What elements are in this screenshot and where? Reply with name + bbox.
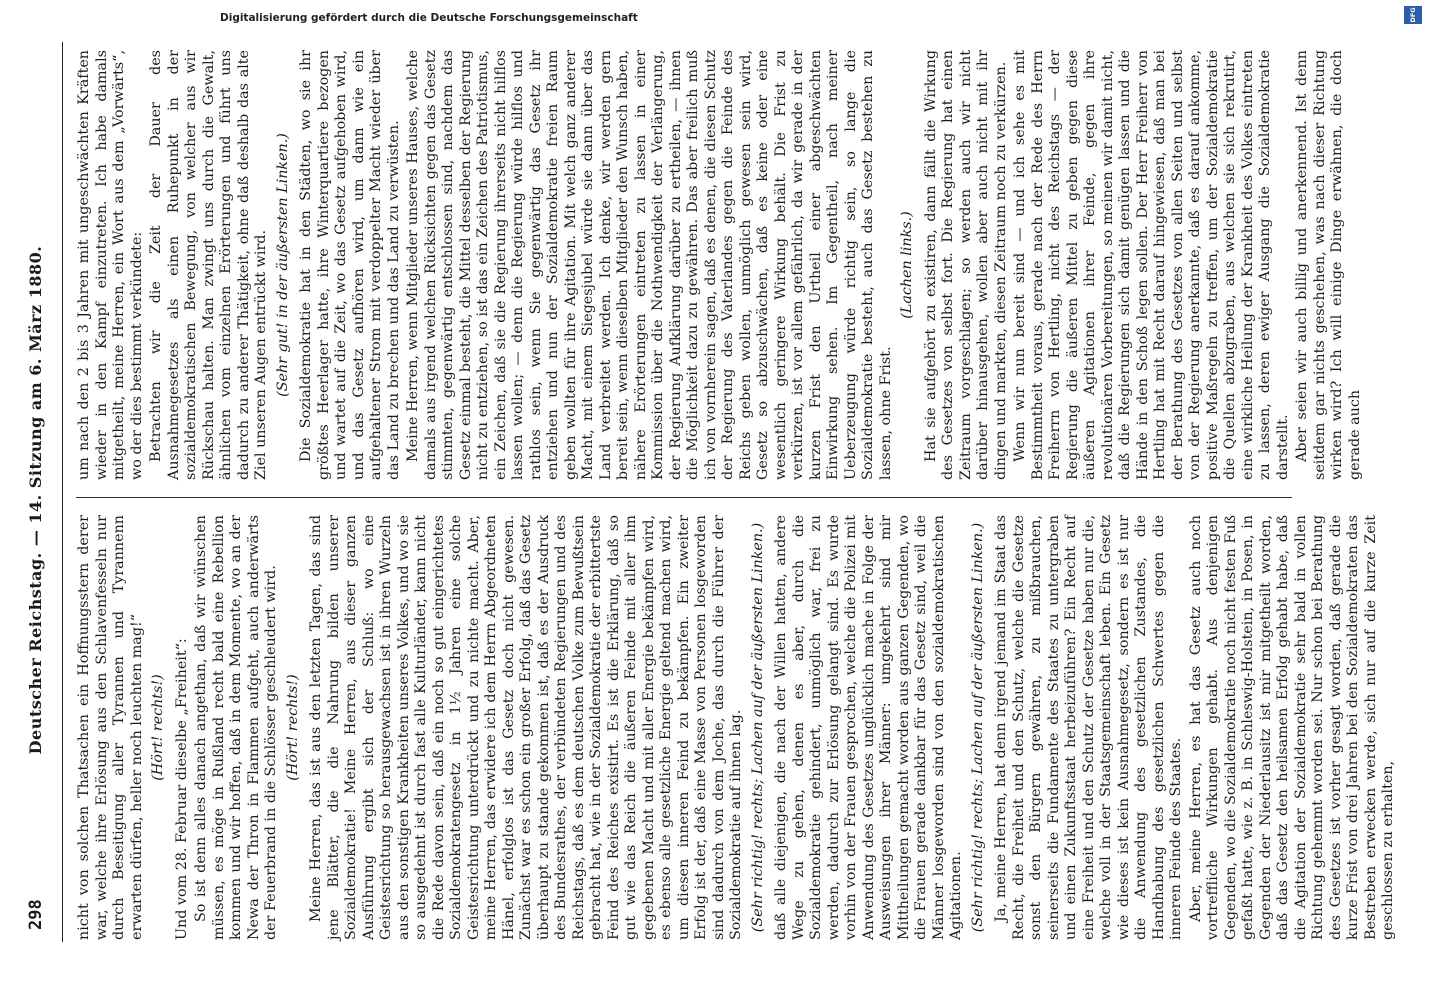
column-divider — [76, 497, 1292, 498]
speech-remark: (Hört! rechts!) — [150, 674, 166, 781]
text-column-right — [76, 50, 1363, 480]
speech-paragraph: daß alle diejenigen, die nach der Willen hatten, andere Wege zu gehen, denen es aber, durch die Sozialdemokratie gehindert, unmöglich war, frei zu werden, dadurch zur Erlösung gelangt sind. Es wurde vorhin von der Frauen gesprochen, welche die Polizei mit Anwendung des Gesetzes unglücklich mache in Folge der Ausweisungen ihrer Männer: umgekehrt sind mir Mittheilungen gemacht worden aus ganzen Gegenden, wo die Frauen gerade dankbar für das Gesetz sind, weil die Männer losgeworden sind von den sozialdemokratischen Agitationen. — [773, 515, 964, 940]
speech-remark: (Sehr richtig! rechts; Lachen auf der äußersten Linken.) — [749, 522, 766, 933]
speech-remark: (Lachen links.) — [899, 211, 915, 319]
speech-paragraph: Betrachten wir die Zeit der Dauer des Ausnahmegesetzes als einen Ruhepunkt in der sozialdemokratischen Bewegung, von welcher aus wir Rückschau halten. Man zwingt uns durch die Gewalt, ähnlichen vom einzelnen Erörterungen und führt uns dadurch zu anderer Thätigkeit, ohne daß deshalb das alte Ziel unseren Augen entrückt wird. — [148, 50, 269, 480]
speech-paragraph: Hat sie aufgehört zu existiren, dann fällt die Wirkung des Gesetzes von selbst fort. Die Regierung hat einen Zeitraum vorgeschlagen; so werden auch wir nicht darüber hinausgehen, wollen aber auch nicht mit ihr dingen und markten, diesen Zeitraum noch zu verkürzen. — [922, 50, 1009, 480]
digitization-credit: Digitalisierung gefördert durch die Deutsche Forschungsgemeinschaft — [220, 12, 638, 24]
speech-paragraph: Meine Herren, wenn Mitglieder unseres Hauses, welche damals aus irgend welchen Rücksichten gegen das Gesetz stimmten, gegenwärtig entschlossen sind, nachdem das Gesetz einmal besteht, die Mittel desselben der Regierung nicht zu entziehen, so ist das ein Zeichen des Patriotismus, ein Zeichen, daß sie die Regierung ihrerseits nicht hilflos lassen wollen; — denn die Regierung würde hilflos und rathlos sein, wenn Sie gegenwärtig das Gesetz ihr entziehen und nun der Sozialdemokratie freien Raum geben wollten für ihre Agitation. Mit welch ganz anderer Macht, mit einem Siegesjubel würde sie dann über das Land verbreitet werden. Ich denke, wir werden gern bereit sein, wenn dieselben Mitglieder den Wunsch haben, nähere Erörterungen eintreten zu lassen in einer Kommission über die Nothwendigkeit der Verlängerung, der Regierung Aufklärung darüber zu ertheilen, — ihnen die Möglichkeit dazu zu gewähren. Das aber freilich muß ich von vornherein sagen, daß es denen, die diesen Schutz der Regierung des Vaterlandes gegen die Feinde des Reichs geben wollen, unmöglich gewesen sein wird, Gesetz so abzuschwächen, daß es keine oder eine wesentlich geringere Wirkung behält. Die Frist zu verkürzen, ist vor allem gefährlich, da wir gerade in der kurzen Frist den Urtheil einer abgeschwächten Einwirkung sehen. Im Gegentheil, nach meiner Ueberzeugung würde richtig sein, so lange die Sozialdemokratie besteht, auch das Gesetz bestehen zu lassen, ohne Frist. — [405, 50, 894, 480]
speech-paragraph: Die Sozialdemokratie hat in den Städten, wo sie ihr größtes Heerlager hatte, ihre Winterquartiere bezogen und wartet auf die Zeit, wo das Gesetz aufgehoben wird, und das Gesetz aufhören wird, um dann wie ein aufgehaltener Strom mit verdoppelter Macht wieder über das Land zu brechen und das Land zu verwüsten. — [298, 50, 402, 480]
page-header — [0, 0, 84, 1000]
speech-paragraph: um nach den 2 bis 3 Jahren mit ungeschwächten Kräften wieder in den Kampf einzutreten. Ich habe damals mitgetheilt, meine Herren, ein Wort aus dem „Vorwärts“, wo der dies bestimmt verkündete: — [76, 50, 145, 480]
page-number: 298 — [26, 899, 46, 930]
speech-paragraph: So ist denn alles danach angethan, daß wir wünschen müssen, es möge in Rußland recht bald eine Rebellion kommen und wir hoffen, daß in dem Momente, wo an der Newa der Thron in Flammen aufgeht, auch anderwärts der Feuerbrand in die Schlösser geschleudert wird. — [193, 515, 279, 940]
speech-remark: (Hört! rechts!) — [284, 674, 301, 781]
digitization-notice — [220, 8, 1420, 24]
speech-remark: (Sehr richtig! rechts; Lachen auf der äußersten Linken.) — [969, 522, 986, 933]
speech-paragraph: Aber seien wir auch billig und anerkennend. Ist denn seitdem gar nichts geschehen, was nach dieser Richtung wirken wird? Ich will einige Dinge erwähnen, die doch gerade auch — [1294, 50, 1363, 480]
speech-paragraph: Aber, meine Herren, es hat das Gesetz auch noch vortreffliche Wirkungen gehabt. Aus denjenigen Gegenden, wo die Sozialdemokratie noch nicht festen Fuß gefaßt hatte, wie z. B. in Schleswig-Holstein, in Posen, in Gegenden der Niederlausitz ist mir mitgetheilt worden, daß das Gesetz den heilsamen Erfolg gehabt habe, daß die Agitation der Sozialdemokratie sehr bald in vollen Richtung gehemmt worden sei. Nur schon bei Berathung des Gesetzes ist vorher gesagt worden, daß gerade die kurze Frist von drei Jahren bei den Sozialdemokraten das Bestreben erwecken werde, sich nur auf die kurze Zeit geschlossen zu erhalten, — [1187, 515, 1396, 940]
dfg-logo: DFG — [1404, 6, 1422, 24]
running-head: Deutscher Reichstag. — 14. Sitzung am 6. März 1880. — [26, 245, 45, 755]
speech-remark: (Sehr gut! in der äußersten Linken.) — [274, 133, 291, 397]
text-column-left — [76, 515, 1396, 940]
speech-paragraph: nicht von solchen Thatsachen ein Hoffnungsstern derer war, welche ihre Erlösung aus den Schlavenfesseln nur durch Beseitigung aller Tyrannen und Tyrannenn erwarten dürfen, heller noch leuchten mag!“ — [76, 515, 145, 940]
speech-paragraph: Ja, meine Herren, hat denn irgend jemand im Staat das Recht, die Freiheit und den Schutz, welche die Gesetze sonst den Bürgern gewähren, zu mißbrauchen, seinerseits die Fundamente des Staates zu untergraben und einen Zukunftsstaat herbeizuführen? Ein Recht auf eine Freiheit und den Schutz der Gesetze haben nur die, welche voll in der Staatsgemeinschaft leben. Ein Gesetz wie dieses ist kein Ausnahmegesetz, sondern es ist nur die Anwendung des gesetzlichen Zustandes, die Handhabung des gesetzlichen Schwertes gegen die inneren Feinde des Staates. — [993, 515, 1184, 940]
speech-paragraph: Wenn wir nun bereit sind — und ich sehe es mit Bestimmtheit voraus, gerade nach der Rede des Herrn Freiherrn von Hertling, nicht des Reichstags — der Regierung die äußeren Mittel zu geben gegen diese äußeren Agitationen ihrer Feinde, gegen ihre revolutionären Vorbereitungen, so meinen wir damit nicht, daß die Regierungen sich damit genügen lassen und die Hände in den Schoß legen sollen. Der Herr Freiherr von Hertling hat mit Recht darauf hingewiesen, daß man bei der Berathung des Gesetzes von allen Seiten und selbst von der Regierung anerkannte, daß es darauf ankomme, positive Maßregeln zu treffen, um der Sozialdemokratie die Quellen abzugraben, aus welchen sie sich rekrutirt, eine wirkliche Heilung der Krankheit des Volkes eintreten zu lassen, deren ewiger Ausgang die Sozialdemokratie darstellt. — [1012, 50, 1291, 480]
speech-paragraph: Meine Herren, das ist aus den letzten Tagen, das sind jene Blätter, die die Nahrung bilden unserer Sozialdemokratie! Meine Herren, aus dieser ganzen Ausführung ergibt sich der Schluß: wo eine Geistesrichtung so herausgewachsen ist in ihren Wurzeln aus den sonstigen Krankheiten unseres Volkes, und wo sie so ausgedehnt ist durch fast alle Kulturländer, kann nicht die Rede davon sein, daß ein noch so gut eingerichtetes Sozialdemokratengesetz in 1½ Jahren eine solche Geistesrichtung unterdrückt und zu nichte macht. Aber, meine Herren, das erwidere ich dem Herrn Abgeordneten Hänel, erfolglos ist das Gesetz doch nicht gewesen. Zunächst war es schon ein großer Erfolg, daß das Gesetz überhaupt zu stande gekommen ist, daß es der Ausdruck des Bundesrathes, der verbündeten Regierungen und des Reichstags, daß es dem deutschen Volke zum Bewußtsein gebracht hat, wie in der Sozialdemokratie der erbittertste Feind des Reiches existirt. Es ist die Erklärung, daß so gut wie das Reich die äußeren Feinde mit aller ihm gegebenen Macht und mit aller Energie bekämpfen wird, es ebenso alle gesetzliche Energie geltend machen wird, um diesen inneren Feind zu bekämpfen. Ein zweiter Erfolg ist der, daß eine Masse von Personen losgeworden sind dadurch von dem Joche, das durch die Führer der Sozialdemokratie auf ihnen lag. — [308, 515, 744, 940]
speech-paragraph: Und vom 28. Februar dieselbe „Freiheit“: — [173, 638, 190, 940]
header-rule — [62, 42, 63, 942]
